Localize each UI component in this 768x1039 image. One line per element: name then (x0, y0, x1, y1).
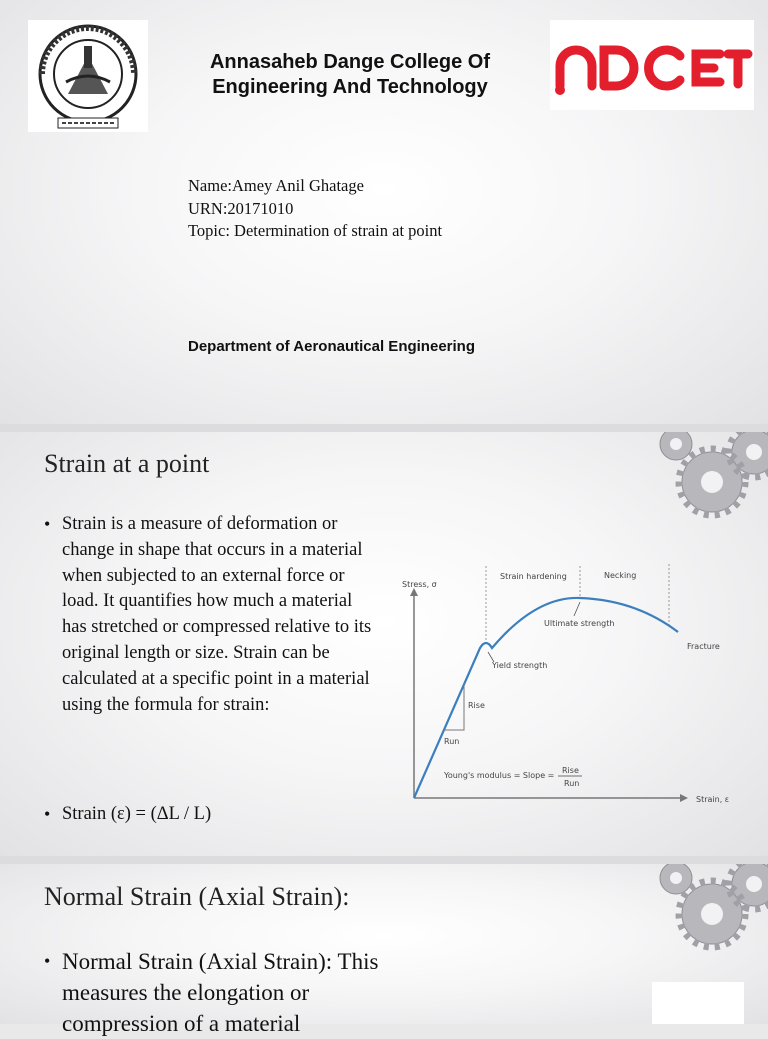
slide-separator (0, 856, 768, 864)
slide-separator (0, 424, 768, 432)
label-fracture: Fracture (687, 642, 720, 651)
bullet-normal-strain (44, 946, 384, 1039)
bullet-strain-formula (44, 802, 374, 828)
fraction-denominator: Run (564, 779, 580, 788)
slide-title: Strain at a point (44, 449, 210, 478)
department-name: Department of Aeronautical Engineering (188, 338, 475, 355)
region-label-necking: Necking (604, 571, 637, 580)
label-ultimate-strength: Ultimate strength (544, 619, 615, 628)
label-run: Run (444, 737, 460, 746)
bullet-strain-definition (44, 512, 374, 718)
college-name-line-2: Engineering And Technology (212, 76, 488, 98)
youngs-modulus-text: Young's modulus = Slope = (444, 771, 555, 780)
college-seal-logo (28, 20, 148, 132)
x-axis-arrow-icon (680, 794, 688, 802)
label-yield-strength: Yield strength (492, 661, 548, 670)
y-axis-label: Stress, σ (402, 580, 437, 589)
college-name (160, 50, 540, 100)
bullet-text: Strain is a measure of deformation or change in shape that occurs in a material when subjected to an external force or load. It quantifies how much a material has stretched or compressed relative to its original length or size. Strain can be calculated at a specific point in a material using the formula for strain: (62, 514, 372, 715)
presentation-topic: Topic: Determination of strain at point (188, 221, 443, 240)
gears-decoration-icon (628, 432, 768, 542)
slide-title: Normal Strain (Axial Strain): (44, 882, 350, 911)
bullet-dot-icon: • (44, 804, 51, 824)
y-axis-arrow-icon (410, 588, 418, 596)
college-name-line-1: Annasaheb Dange College Of (209, 51, 491, 73)
x-axis-label: Strain, ε (696, 795, 730, 804)
stress-strain-graph (396, 556, 742, 812)
presenter-urn: URN:20171010 (188, 198, 294, 218)
region-label-strain-hardening: Strain hardening (500, 572, 567, 581)
white-panel (652, 982, 744, 1024)
fraction-numerator: Rise (562, 766, 579, 775)
bullet-dot-icon: • (44, 951, 51, 971)
adcet-logo (550, 20, 754, 110)
bullet-dot-icon: • (44, 514, 51, 534)
presenter-info (188, 175, 442, 243)
bullet-text: Normal Strain (Axial Strain): This measures the elongation or compression of a material (62, 949, 379, 1036)
label-rise: Rise (468, 701, 485, 710)
presenter-name: Name:Amey Anil Ghatage (188, 176, 364, 195)
title-slide (0, 0, 768, 424)
gears-decoration-icon (628, 864, 768, 974)
bullet-text: Strain (ε) = (ΔL / L) (62, 804, 212, 824)
